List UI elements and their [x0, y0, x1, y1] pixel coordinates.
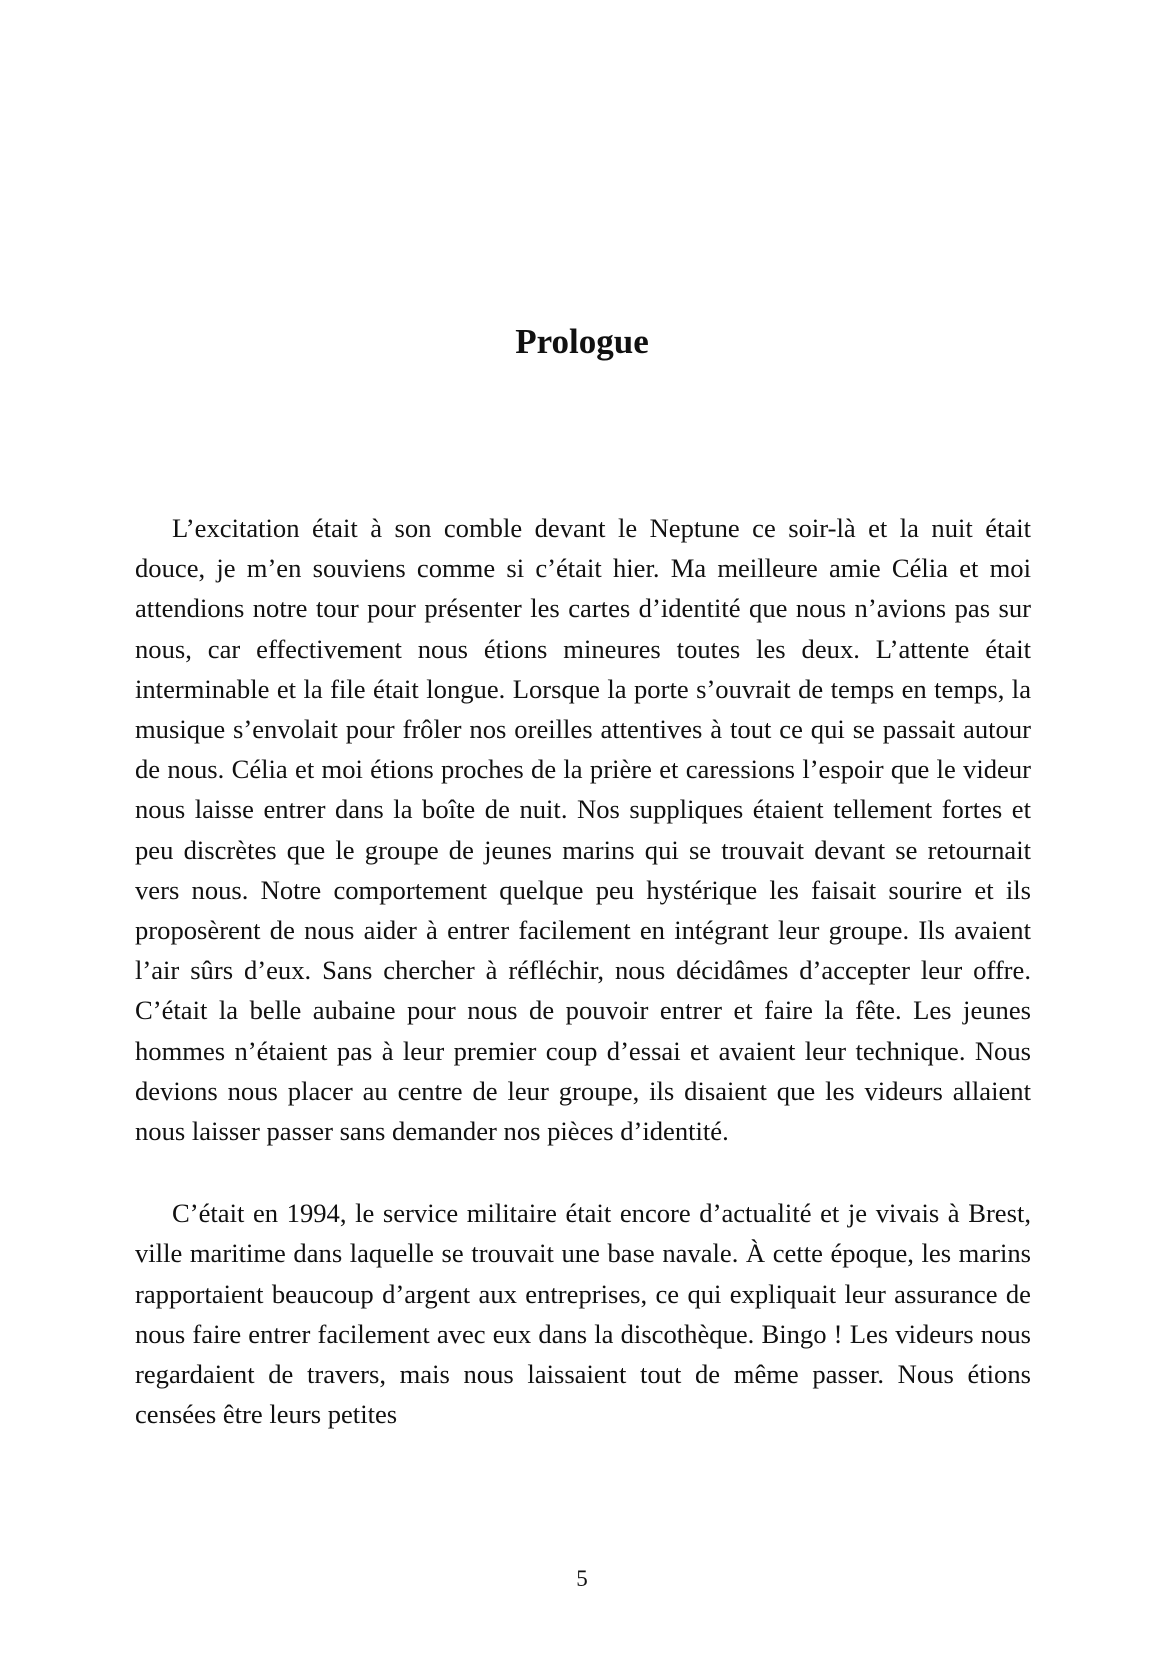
- paragraph-1: L’excitation était à son comble devant le Neptune ce soir-là et la nuit était douce, je m’en souviens comme si c’était hier. Ma meilleure amie Célia et moi attendions notre tour pour présenter les cartes d’identité que nous n’avions pas sur nous, car effectivement nous étions mineures toutes les deux. L’attente était interminable et la file était longue. Lorsque la porte s’ouvrait de temps en temps, la musique s’envolait pour frôler nos oreilles attentives à tout ce qui se passait autour de nous. Célia et moi étions proches de la prière et caressions l’espoir que le videur nous laisse entrer dans la boîte de nuit. Nos suppliques étaient tellement fortes et peu discrètes que le groupe de jeunes marins qui se trouvait devant se retournait vers nous. Notre comportement quelque peu hystérique les faisait sourire et ils proposèrent de nous aider à entrer facilement en intégrant leur groupe. Ils avaient l’air sûrs d’eux. Sans chercher à réfléchir, nous décidâmes d’accepter leur offre. C’était la belle aubaine pour nous de pouvoir entrer et faire la fête. Les jeunes hommes n’étaient pas à leur premier coup d’essai et avaient leur technique. Nous devions nous placer au centre de leur groupe, ils disaient que les videurs allaient nous laisser passer sans demander nos pièces d’identité.: [135, 513, 1031, 1147]
- paragraph-2: C’était en 1994, le service militaire était encore d’actualité et je vivais à Brest, ville maritime dans laquelle se trouvait une base navale. À cette époque, les marins rapportaient beaucoup d’argent aux entreprises, ce qui expliquait leur assurance de nous faire entrer facilement avec eux dans la discothèque. Bingo ! Les videurs nous regardaient de travers, mais nous laissaient tout de même passer. Nous étions censées être leurs petites: [135, 1198, 1031, 1430]
- page-number: 5: [576, 1566, 588, 1591]
- body-text: [135, 508, 1031, 1434]
- chapter-title: Prologue: [515, 322, 649, 361]
